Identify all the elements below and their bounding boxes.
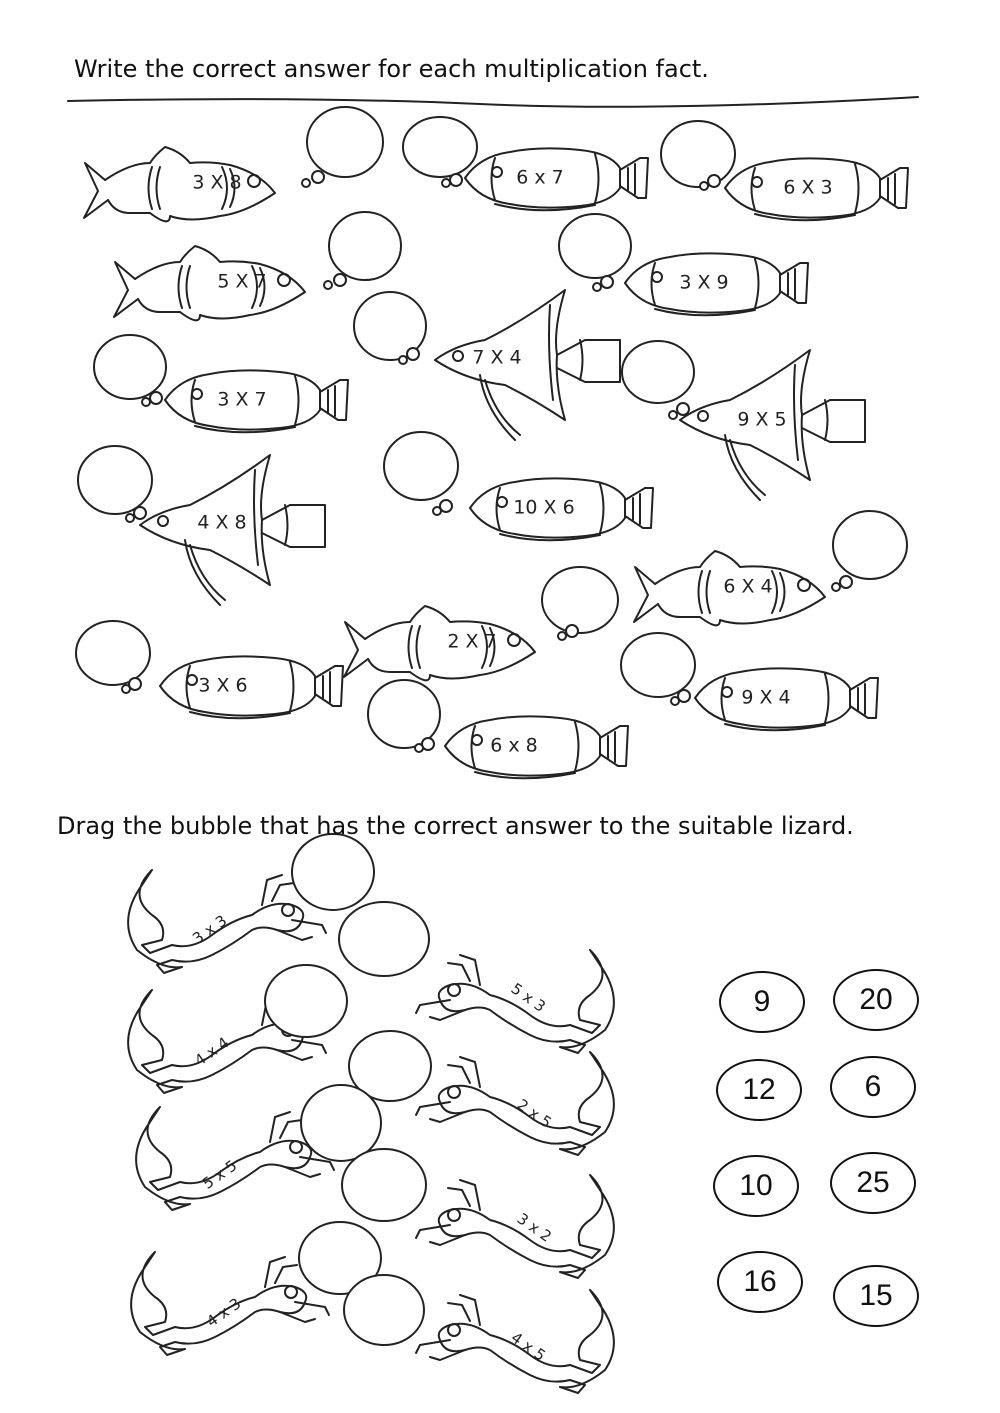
fish-answer-bubble[interactable] [94, 335, 166, 399]
lizard-fact-label: 3 x 3 [189, 911, 231, 948]
fish-outline [114, 246, 305, 320]
thought-dot [832, 583, 840, 591]
fish-answer-bubble[interactable] [78, 446, 152, 514]
thought-dot [312, 171, 324, 183]
thought-dot [150, 392, 162, 404]
fish-fact-label: 3 X 9 [679, 271, 729, 294]
thought-dot [671, 697, 679, 705]
answer-bubble[interactable]: 20 [833, 969, 919, 1031]
lizard-fact-label: 4 x 5 [507, 1328, 549, 1365]
fish-fact-label: 6 X 3 [783, 176, 833, 199]
thought-dot [669, 411, 677, 419]
fish-outline [344, 606, 535, 680]
fish-tropical [76, 621, 343, 718]
instruction-underline [68, 97, 918, 107]
lizard-outline [416, 1175, 614, 1278]
answer-bubble[interactable]: 9 [719, 971, 805, 1033]
fish-goldfish [84, 107, 383, 221]
thought-dot [302, 179, 310, 187]
fish-fact-label: 3 X 8 [192, 171, 242, 194]
lizard [128, 965, 347, 1093]
thought-dot [566, 625, 578, 637]
fish-answer-bubble[interactable] [661, 121, 735, 187]
lizard-outline [416, 950, 614, 1053]
fish-goldfish [634, 511, 907, 625]
thought-dot [324, 281, 332, 289]
fish-fact-label: 9 X 4 [741, 686, 791, 709]
fish-fact-label: 6 x 8 [490, 734, 538, 757]
thought-dot [334, 274, 346, 286]
thought-dot [142, 398, 150, 406]
answer-bubble[interactable]: 6 [830, 1056, 916, 1118]
lizard-drop-bubble[interactable] [342, 1149, 426, 1221]
thought-dot [840, 576, 852, 588]
fish-fact-label: 7 X 4 [472, 346, 522, 369]
fish-fact-label: 6 X 4 [723, 575, 773, 598]
fish-answer-bubble[interactable] [833, 511, 907, 579]
lizard [131, 1222, 381, 1355]
fish-fact-label: 4 X 8 [197, 511, 247, 534]
fish-tropical [661, 121, 908, 220]
fish-answer-bubble[interactable] [307, 107, 383, 177]
fish-fact-label: 9 X 5 [737, 408, 787, 431]
fish-tropical [559, 214, 808, 315]
instruction-part1: Write the correct answer for each multiplication fact. [74, 55, 709, 83]
fish-angelfish [354, 290, 620, 440]
fish-answer-bubble[interactable] [76, 621, 150, 685]
fish-angelfish [78, 446, 325, 605]
fish-fact-label: 5 X 7 [217, 270, 267, 293]
fish-angelfish [622, 341, 865, 500]
lizard [339, 902, 614, 1053]
lizard [349, 1031, 614, 1155]
answer-bubble[interactable]: 16 [717, 1251, 803, 1313]
fish-answer-bubble[interactable] [542, 567, 618, 633]
lizard-drop-bubble[interactable] [292, 834, 374, 910]
thought-dot [415, 744, 423, 752]
fish-fact-label: 10 X 6 [513, 496, 575, 519]
lizard-fact-label: 5 x 3 [507, 979, 549, 1016]
thought-dot [601, 276, 613, 288]
lizard [128, 834, 374, 973]
fish-outline [160, 656, 343, 718]
fish-answer-bubble[interactable] [329, 212, 401, 280]
thought-dot [122, 685, 130, 693]
lizard-drop-bubble[interactable] [301, 1085, 381, 1161]
answer-bubble[interactable]: 10 [713, 1155, 799, 1217]
lizard-fact-label: 4 x 3 [203, 1294, 245, 1331]
answer-bubble[interactable]: 25 [830, 1152, 916, 1214]
lizard-drop-bubble[interactable] [344, 1275, 424, 1345]
thought-dot [558, 632, 566, 640]
lizard-drop-bubble[interactable] [265, 965, 347, 1037]
fish-tropical [621, 633, 878, 730]
lizard-outline [416, 1052, 614, 1155]
thought-dot [407, 348, 419, 360]
thought-dot [450, 174, 462, 186]
lizard-fact-label: 5 x 5 [199, 1156, 241, 1193]
lizard-fact-label: 2 x 5 [513, 1095, 555, 1132]
thought-dot [708, 175, 720, 187]
fish-answer-bubble[interactable] [403, 117, 477, 177]
lizard-drop-bubble[interactable] [339, 902, 429, 976]
fish-tropical [403, 117, 648, 210]
fish-goldfish [344, 567, 618, 680]
fish-answer-bubble[interactable] [384, 432, 458, 500]
thought-dot [399, 356, 407, 364]
lizard [344, 1275, 614, 1393]
lizard-fact-label: 4 x 4 [191, 1033, 233, 1070]
fish-goldfish [114, 212, 401, 320]
fish-fact-label: 3 X 6 [198, 674, 248, 697]
fish-answer-bubble[interactable] [622, 341, 694, 403]
fish-tropical [368, 680, 628, 778]
fish-fact-label: 3 X 7 [217, 388, 267, 411]
thought-dot [134, 507, 146, 519]
fish-answer-bubble[interactable] [621, 633, 695, 697]
fish-tropical [384, 432, 653, 540]
thought-dot [677, 403, 689, 415]
thought-dot [126, 514, 134, 522]
fish-outline [435, 290, 620, 440]
answer-bubble[interactable]: 15 [833, 1265, 919, 1327]
thought-dot [593, 283, 601, 291]
fish-fact-label: 6 x 7 [516, 166, 564, 189]
thought-dot [700, 182, 708, 190]
thought-dot [442, 179, 450, 187]
fish-outline [84, 147, 275, 221]
lizard [342, 1149, 614, 1278]
instruction-part2: Drag the bubble that has the correct answer to the suitable lizard. [57, 812, 854, 840]
fish-answer-bubble[interactable] [559, 214, 631, 278]
thought-dot [433, 507, 441, 515]
fish-tropical [94, 335, 348, 432]
lizard-fact-label: 3 x 2 [513, 1209, 555, 1246]
fish-fact-label: 2 X 7 [447, 630, 497, 653]
answer-bubble[interactable]: 12 [716, 1059, 802, 1121]
